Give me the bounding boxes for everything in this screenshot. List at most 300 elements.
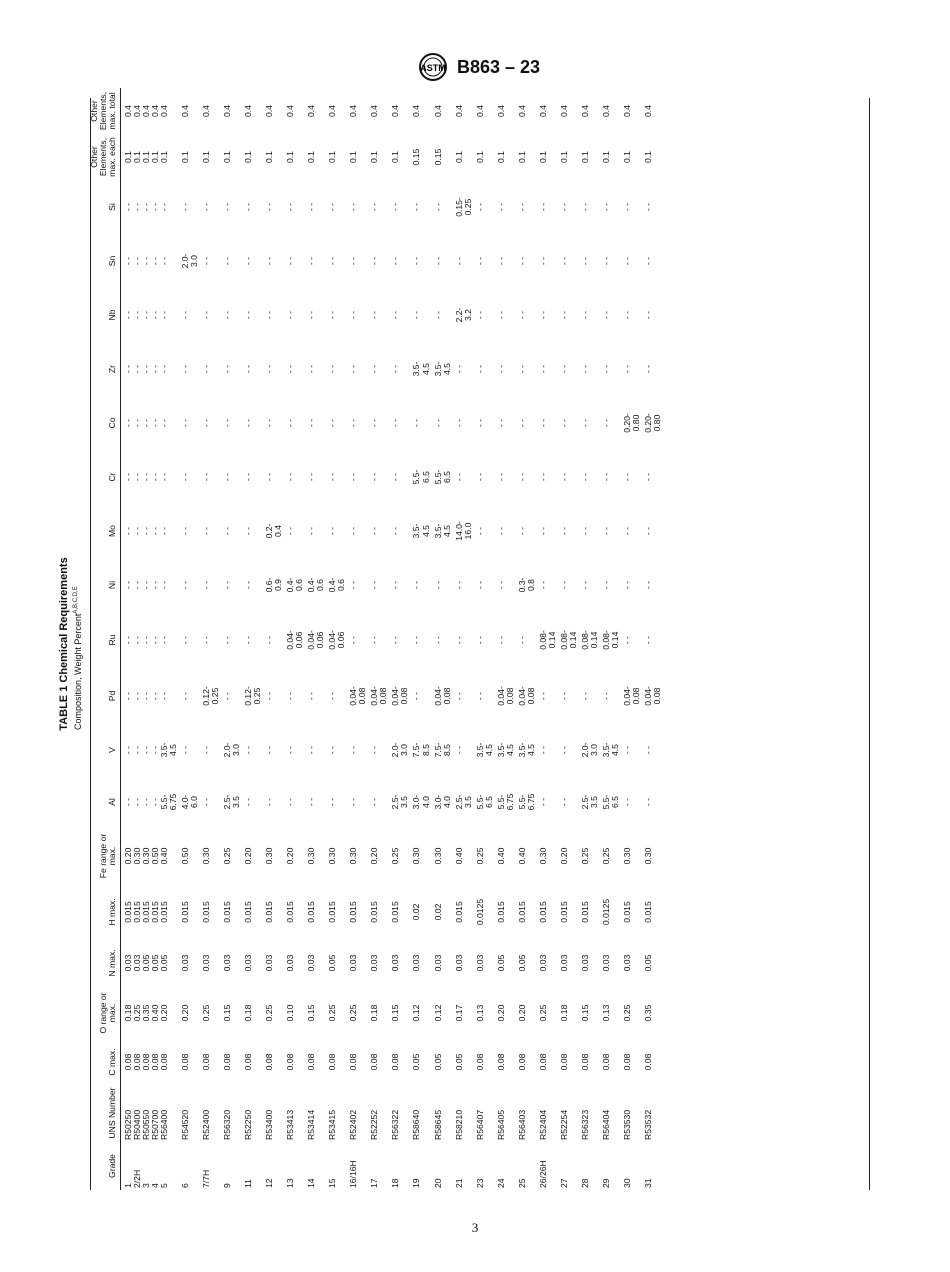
table-cell: - - <box>432 418 443 428</box>
table-cell: - - <box>600 364 611 374</box>
table-cell: - - <box>264 472 275 482</box>
astm-logo-icon <box>415 52 451 82</box>
table-cell: - - <box>558 526 569 536</box>
table-cell: 0.08 <box>621 1053 632 1071</box>
column-header: Fe range or max. <box>90 828 121 884</box>
table-cell: 0.30 <box>201 847 212 865</box>
table-cell: 6 <box>180 1183 191 1188</box>
table-cell: - - <box>201 472 212 482</box>
table-cell: 0.02 <box>432 903 443 921</box>
table-cell: 0.2- 0.4 <box>264 523 284 539</box>
table-cell: 2.0- 3.0 <box>222 742 242 758</box>
table-cell: 0.08 <box>558 1053 569 1071</box>
table-cell: - - <box>495 256 506 266</box>
table-row <box>557 88 578 1190</box>
table-cell: - - <box>180 580 191 590</box>
table-cell: 7/7H <box>201 1169 212 1188</box>
table-cell: 0.08 <box>390 1053 401 1071</box>
column-header: Ni <box>90 558 121 612</box>
table-row <box>262 88 283 1190</box>
table-cell: 0.08 <box>243 1053 254 1071</box>
table-cell: 0.4 <box>201 105 212 117</box>
document-number: B863 – 23 <box>457 57 541 77</box>
table-cell: 2.0- 3.0 <box>579 742 599 758</box>
table-cell: - - <box>558 745 569 755</box>
table-cell: 0.03 <box>432 954 443 972</box>
table-cell: 0.30 <box>306 847 317 865</box>
table-cell: 0.03 <box>285 954 296 972</box>
column-header: V <box>90 724 121 776</box>
table-cell: 0.1 <box>348 151 359 163</box>
table-cell: - - <box>327 364 338 374</box>
column-header: UNS Number <box>90 1084 121 1142</box>
table-cell: 27 <box>558 1178 569 1188</box>
table-cell: 5.5- 6.75 <box>516 793 536 811</box>
table-cell: 0.1 <box>642 151 653 163</box>
table-cell: - - <box>621 472 632 482</box>
table-cell: - - <box>327 310 338 320</box>
table-row <box>494 88 515 1190</box>
table-cell: - - <box>285 472 296 482</box>
table-cell: 0.1 <box>474 151 485 163</box>
table-cell: 5.5- 6.5 <box>411 469 431 485</box>
table-cell: - - <box>243 364 254 374</box>
table-cell: - - <box>558 580 569 590</box>
table-cell: 0.40 <box>495 847 506 865</box>
table-cell: 0.08 <box>579 1053 590 1071</box>
table-cell: 0.4- 0.6 <box>327 577 347 593</box>
table-cell: 0.35 <box>642 1004 653 1022</box>
table-cell: - - <box>432 580 443 590</box>
table-cell: 0.1 <box>306 151 317 163</box>
table-cell: 0.04- 0.08 <box>516 686 536 706</box>
column-header: Al <box>90 776 121 828</box>
table-cell: - - <box>579 256 590 266</box>
table-cell: - - <box>243 635 254 645</box>
table-cell: - - <box>537 310 548 320</box>
table-cell: 0.18 <box>243 1004 254 1022</box>
table-cell: 0.015 <box>621 901 632 923</box>
table-cell: 0.4 <box>411 105 422 117</box>
table-cell: - - <box>516 256 527 266</box>
chemical-requirements-table <box>90 88 662 1190</box>
table-cell: R53413 <box>285 1109 296 1140</box>
table-cell: 0.05 <box>642 954 653 972</box>
table-cell: 25 <box>516 1178 527 1188</box>
table-cell: R58210 <box>453 1109 464 1140</box>
table-cell: R52250 <box>243 1109 254 1140</box>
table-cell: - - <box>621 635 632 645</box>
column-header: Grade <box>90 1142 121 1190</box>
table-cell: - - <box>516 418 527 428</box>
table-cell: 0.4 <box>222 105 233 117</box>
table-cell: - - <box>558 202 569 212</box>
table-cell: 0.10 <box>285 1004 296 1022</box>
table-cell: - - <box>201 418 212 428</box>
table-cell: R56405 <box>495 1109 506 1140</box>
table-cell: - - <box>243 797 254 807</box>
table-cell: 1 2/2H 3 4 5 <box>123 1169 170 1188</box>
table-cell: 0.015 <box>537 901 548 923</box>
table-cell: 20 <box>432 1178 443 1188</box>
table-cell: 0.4 0.4 0.4 0.4 0.4 <box>123 105 170 117</box>
table-cell: 16/16H <box>348 1160 359 1188</box>
table-cell: - - <box>348 526 359 536</box>
table-cell: 3.5- 4.5 <box>432 361 452 377</box>
table-cell: 0.015 <box>579 901 590 923</box>
table-cell: - - <box>432 635 443 645</box>
table-cell: - - <box>180 635 191 645</box>
table-cell: R53414 <box>306 1109 317 1140</box>
page-number: 3 <box>471 1220 479 1235</box>
table-cell: 0.20 <box>516 1004 527 1022</box>
table-cell: - - <box>222 418 233 428</box>
table-cell: 7.5- 8.5 <box>432 742 452 758</box>
table-cell: - - - - - - - - - - <box>123 472 170 482</box>
table-cell: R52400 <box>201 1109 212 1140</box>
table-cell: 0.4 <box>600 105 611 117</box>
table-cell: - - <box>495 202 506 212</box>
table-cell: 0.20- 0.80 <box>642 413 662 433</box>
table-cell: 0.04- 0.08 <box>432 686 452 706</box>
table-cell: 0.03 <box>222 954 233 972</box>
table-cell: - - <box>642 526 653 536</box>
table-cell: - - <box>411 256 422 266</box>
table-cell: - - <box>327 472 338 482</box>
table-cell: R53415 <box>327 1109 338 1140</box>
table-cell: 0.08- 0.14 <box>600 630 620 650</box>
table-cell: - - <box>390 418 401 428</box>
table-cell: 0.08 <box>600 1053 611 1071</box>
table-cell: - - <box>369 580 380 590</box>
table-cell: - - <box>474 580 485 590</box>
table-cell: - - <box>621 364 632 374</box>
table-cell: - - <box>411 635 422 645</box>
table-cell: - - <box>600 472 611 482</box>
table-cell: 13 <box>285 1178 296 1188</box>
table-cell: 0.3- 0.8 <box>516 577 536 593</box>
table-row <box>121 88 179 1190</box>
table-cell: - - <box>537 472 548 482</box>
table-cell: - - <box>264 202 275 212</box>
table-cell: 0.4 <box>306 105 317 117</box>
table-cell: 0.04- 0.08 <box>369 686 389 706</box>
table-cell: 0.1 <box>369 151 380 163</box>
table-cell: 0.02 <box>411 903 422 921</box>
table-cell: - - <box>579 526 590 536</box>
table-cell: 2.0- 3.0 <box>180 253 200 269</box>
table-cell: 0.4 <box>180 105 191 117</box>
table-cell: - - <box>222 472 233 482</box>
table-cell: 0.25 <box>537 1004 548 1022</box>
table-cell: - - <box>621 745 632 755</box>
table-cell: 0.20 <box>243 847 254 865</box>
table-cell: 0.4 <box>642 105 653 117</box>
table-cell: - - <box>180 418 191 428</box>
table-cell: R56403 <box>516 1109 527 1140</box>
table-cell: - - <box>306 364 317 374</box>
table-cell: 0.03 <box>579 954 590 972</box>
table-row <box>283 88 304 1190</box>
table-cell: - - - - - - - - - - <box>123 691 170 701</box>
table-cell: - - <box>285 310 296 320</box>
table-cell: - - <box>579 580 590 590</box>
table-cell: 3.5- 4.5 <box>474 742 494 758</box>
table-cell: 0.15 <box>579 1004 590 1022</box>
table-cell: 0.015 <box>516 901 527 923</box>
table-cell: - - <box>474 364 485 374</box>
table-cell: - - <box>411 202 422 212</box>
table-cell: 31 <box>642 1178 653 1188</box>
table-cell: - - <box>327 202 338 212</box>
table-cell: 0.1 <box>327 151 338 163</box>
table-cell: 0.08 <box>642 1053 653 1071</box>
table-cell: 23 <box>474 1178 485 1188</box>
table-cell: - - <box>453 745 464 755</box>
table-cell: 0.015 <box>327 901 338 923</box>
column-header: Nb <box>90 288 121 342</box>
table-cell: - - <box>180 691 191 701</box>
table-row <box>367 88 388 1190</box>
table-cell: - - <box>348 364 359 374</box>
table-cell: 9 <box>222 1183 233 1188</box>
table-cell: - - <box>348 472 359 482</box>
table-cell: 0.12 <box>411 1004 422 1022</box>
table-cell: - - <box>495 364 506 374</box>
table-cell: - - <box>453 472 464 482</box>
table-cell: 0.15 <box>222 1004 233 1022</box>
table-cell: 0.1 <box>180 151 191 163</box>
table-cell: - - <box>600 202 611 212</box>
table-cell: 0.0125 <box>600 898 611 926</box>
table-cell: 0.05 <box>495 954 506 972</box>
table-cell: R53532 <box>642 1109 653 1140</box>
column-header: Pd <box>90 668 121 724</box>
table-title: TABLE 1 Chemical Requirements <box>58 557 70 731</box>
table-cell: R52252 <box>369 1109 380 1140</box>
table-cell: - - <box>201 310 212 320</box>
table-cell: 0.4 <box>558 105 569 117</box>
table-cell: 0.30 <box>411 847 422 865</box>
table-cell: - - <box>201 526 212 536</box>
column-header: O range or max. <box>90 986 121 1040</box>
table-cell: 0.015 <box>264 901 275 923</box>
table-cell: 0.03 <box>369 954 380 972</box>
table-cell: - - <box>243 472 254 482</box>
table-cell: 0.4 <box>579 105 590 117</box>
table-cell: - - <box>495 526 506 536</box>
table-cell: 0.4 <box>495 105 506 117</box>
table-cell: 0.1 <box>390 151 401 163</box>
table-cell: R52404 <box>537 1109 548 1140</box>
table-cell: 2.5- 3.5 <box>390 794 410 810</box>
table-cell: - - - - - - - - - - <box>123 635 170 645</box>
table-cell: 0.25 <box>474 847 485 865</box>
table-cell: - - <box>222 202 233 212</box>
table-cell: - - <box>579 472 590 482</box>
table-cell: 0.1 <box>600 151 611 163</box>
table-cell: - - <box>306 526 317 536</box>
table-cell: - - <box>537 691 548 701</box>
table-cell: 0.08- 0.14 <box>537 630 557 650</box>
table-cell: 0.1 <box>621 151 632 163</box>
table-cell: 0.1 <box>453 151 464 163</box>
column-header: H max. <box>90 884 121 940</box>
table-cell: 0.4- 0.6 <box>306 577 326 593</box>
table-cell: 0.03 <box>621 954 632 972</box>
table-cell: 0.08 <box>369 1053 380 1071</box>
table-cell: 0.30 <box>348 847 359 865</box>
table-cell: - - <box>495 310 506 320</box>
table-cell: - - <box>516 635 527 645</box>
table-cell: 0.20 <box>495 1004 506 1022</box>
table-cell: R56322 <box>390 1109 401 1140</box>
table-cell: - - <box>201 364 212 374</box>
table-cell: - - <box>474 691 485 701</box>
table-cell: - - <box>537 526 548 536</box>
table-cell: 0.015 <box>369 901 380 923</box>
table-cell: - - - - - - - - - - <box>123 202 170 212</box>
table-cell: - - <box>537 202 548 212</box>
table-cell: - - <box>306 310 317 320</box>
table-cell: - - <box>642 256 653 266</box>
table-cell: - - <box>453 691 464 701</box>
table-cell: 5.5- 6.5 <box>432 469 452 485</box>
table-cell: - - <box>621 526 632 536</box>
table-cell: 0.05 <box>453 1053 464 1071</box>
table-cell: - - <box>348 256 359 266</box>
table-cell: - - - - - - - - 5.5- 6.75 <box>123 793 179 811</box>
table-cell: - - <box>390 364 401 374</box>
table-cell: 0.15 <box>306 1004 317 1022</box>
table-cell: 0.18 0.25 0.35 0.40 0.20 <box>123 1004 170 1022</box>
table-cell: 0.04- 0.06 <box>306 630 326 650</box>
table-cell: - - - - - - - - - - <box>123 310 170 320</box>
table-cell: 24 <box>495 1178 506 1188</box>
table-header-row <box>90 88 121 1190</box>
table-cell: R56404 <box>600 1109 611 1140</box>
table-cell: 0.25 <box>327 1004 338 1022</box>
table-cell: 0.1 <box>222 151 233 163</box>
table-cell: 0.015 <box>348 901 359 923</box>
table-cell: 0.13 <box>600 1004 611 1022</box>
table-cell: 3.5- 4.5 <box>432 523 452 539</box>
table-cell: - - <box>264 745 275 755</box>
table-cell: 0.015 <box>453 901 464 923</box>
table-cell: - - <box>390 256 401 266</box>
table-cell: - - <box>621 797 632 807</box>
table-cell: - - <box>537 364 548 374</box>
column-header: C max. <box>90 1040 121 1084</box>
table-cell: 0.015 <box>390 901 401 923</box>
table-cell: 0.03 <box>453 954 464 972</box>
table-cell: - - <box>306 472 317 482</box>
table-cell: R54520 <box>180 1109 191 1140</box>
column-header: N max. <box>90 940 121 986</box>
table-cell: - - <box>600 418 611 428</box>
table-cell: 0.015 <box>285 901 296 923</box>
table-cell: - - <box>369 745 380 755</box>
table-cell: - - <box>558 310 569 320</box>
table-cell: 0.25 <box>348 1004 359 1022</box>
table-cell: - - <box>537 797 548 807</box>
table-cell: - - <box>369 526 380 536</box>
svg-text:ASTM: ASTM <box>420 63 446 73</box>
table-cell: - - <box>621 310 632 320</box>
table-cell: 0.03 <box>474 954 485 972</box>
table-cell: 0.1 <box>495 151 506 163</box>
table-cell: - - - - - - - - 3.5- 4.5 <box>123 742 179 758</box>
table-cell: 0.4 <box>285 105 296 117</box>
table-cell: 5.5- 6.5 <box>474 794 494 810</box>
table-cell: - - <box>558 691 569 701</box>
table-row <box>409 88 430 1190</box>
table-cell: - - <box>600 580 611 590</box>
table-cell: - - <box>432 256 443 266</box>
table-cell: 0.03 <box>411 954 422 972</box>
table-row <box>515 88 536 1190</box>
table-cell: - - <box>264 635 275 645</box>
table-cell: - - <box>558 472 569 482</box>
table-row <box>599 88 620 1190</box>
table-cell: - - <box>621 256 632 266</box>
table-cell: - - <box>453 256 464 266</box>
table-cell: - - <box>453 580 464 590</box>
table-cell: 0.03 <box>243 954 254 972</box>
table-cell: 0.12- 0.25 <box>201 686 221 706</box>
table-cell: - - <box>348 310 359 320</box>
table-cell: - - <box>390 472 401 482</box>
table-row <box>641 88 662 1190</box>
table-cell: 0.08 <box>495 1053 506 1071</box>
table-cell: - - <box>243 580 254 590</box>
table-cell: 3.5- 4.5 <box>495 742 515 758</box>
table-cell: 0.1 <box>264 151 275 163</box>
table-cell: R53400 <box>264 1109 275 1140</box>
table-cell: 0.4 <box>432 105 443 117</box>
table-cell: - - <box>180 364 191 374</box>
table-cell: 0.08 <box>327 1053 338 1071</box>
table-cell: 0.04- 0.06 <box>285 630 305 650</box>
table-cell: - - <box>180 310 191 320</box>
table-cell: - - <box>537 256 548 266</box>
table-cell: - - <box>243 745 254 755</box>
table-row <box>431 88 452 1190</box>
table-cell: - - <box>264 256 275 266</box>
table-cell: - - <box>222 580 233 590</box>
column-header: Other Elements, max. each <box>90 134 121 180</box>
column-header: Other Elements, max. total <box>90 88 121 134</box>
table-cell: 0.25 <box>579 847 590 865</box>
table-cell: 0.15 <box>390 1004 401 1022</box>
table-cell: - - <box>516 310 527 320</box>
table-cell: - - <box>264 364 275 374</box>
table-cell: - - <box>390 635 401 645</box>
table-cell: - - <box>201 580 212 590</box>
table-cell: - - <box>453 635 464 645</box>
table-cell: 0.1 <box>285 151 296 163</box>
table-row <box>199 88 220 1190</box>
table-cell: 19 <box>411 1178 422 1188</box>
table-cell: - - <box>285 364 296 374</box>
table-cell: - - <box>201 635 212 645</box>
table-subtitle: Composition, Weight Percent$^{A,B,C,D,E}$ <box>73 586 83 730</box>
table-cell: 0.12 <box>432 1004 443 1022</box>
table-cell: - - <box>285 691 296 701</box>
table-cell: - - <box>348 797 359 807</box>
table-cell: - - <box>285 202 296 212</box>
table-cell: - - <box>201 745 212 755</box>
